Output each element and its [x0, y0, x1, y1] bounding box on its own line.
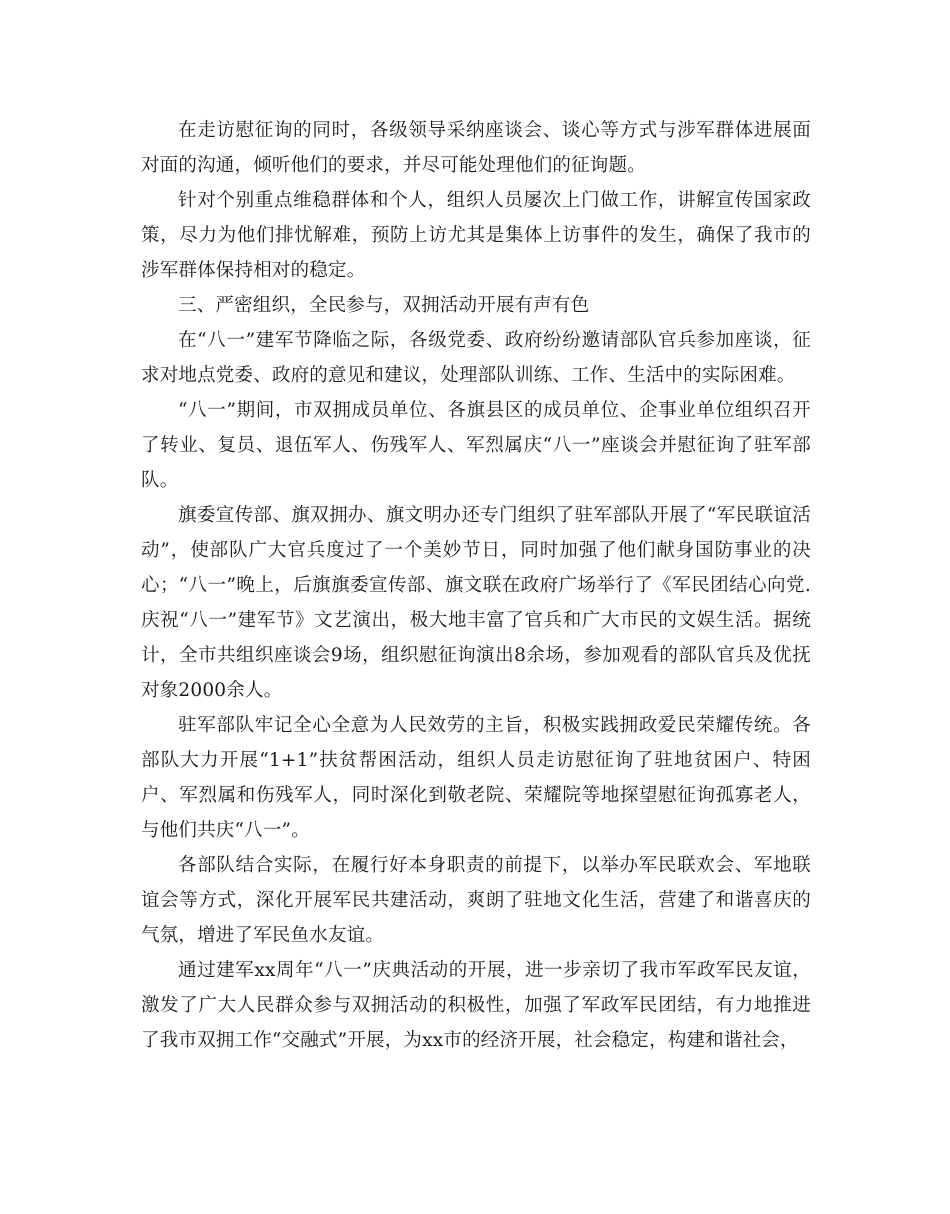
- document-body: [141, 113, 811, 1058]
- paragraph-6: 驻军部队牢记全心全意为人民效劳的主旨，积极实践拥政爱民荣耀传统。各部队大力开展“1+1”扶贫帮困活动，组织人员走访慰征询了驻地贫困户、特困户、军烈属和伤残军人，同时深化到敬老院、荣耀院等地探望慰征询孤寡老人，与他们共庆“八一”。: [141, 715, 811, 841]
- paragraph-1: 在走访慰征询的同时，各级领导采纳座谈会、谈心等方式与涉军群体进展面对面的沟通，倾听他们的要求，并尽可能处理他们的征询题。: [141, 120, 811, 176]
- section-heading: 三、严密组织，全民参与，双拥活动开展有声有色: [178, 295, 590, 316]
- paragraph-4: “八一”期间，市双拥成员单位、各旗县区的成员单位、企事业单位组织召开了转业、复员、退伍军人、伤残军人、军烈属庆“八一”座谈会并慰征询了驻军部队。: [141, 400, 811, 491]
- paragraph-8: 通过建军xx周年“八一”庆典活动的开展，进一步亲切了我市军政军民友谊，激发了广大人民群众参与双拥活动的积极性，加强了军政军民团结，有力地推进了我市双拥工作“交融式”开展，为xx市的经济开展，社会稳定，构建和谐社会，: [141, 960, 811, 1051]
- paragraph-7: 各部队结合实际，在履行好本身职责的前提下，以举办军民联欢会、军地联谊会等方式，深化开展军民共建活动，爽朗了驻地文化生活，营建了和谐喜庆的气氛，增进了军民鱼水友谊。: [141, 855, 811, 946]
- paragraph-5: 旗委宣传部、旗双拥办、旗文明办还专门组织了驻军部队开展了“军民联谊活动”，使部队广大官兵度过了一个美妙节日，同时加强了他们献身国防事业的决心；“八一”晚上，后旗旗委宣传部、旗文联在政府广场举行了《军民团结心向党.庆祝“八一”建军节》文艺演出，极大地丰富了官兵和广大市民的文娱生活。据统计，全市共组织座谈会9场，组织慰征询演出8余场，参加观看的部队官兵及优抚对象2000余人。: [141, 505, 811, 701]
- paragraph-3: 在“八一”建军节降临之际，各级党委、政府纷纷邀请部队官兵参加座谈，征求对地点党委、政府的意见和建议，处理部队训练、工作、生活中的实际困难。: [141, 330, 811, 386]
- paragraph-2: 针对个别重点维稳群体和个人，组织人员屡次上门做工作，讲解宣传国家政策，尽力为他们排忧解难，预防上访尤其是集体上访事件的发生，确保了我市的涉军群体保持相对的稳定。: [141, 190, 811, 281]
